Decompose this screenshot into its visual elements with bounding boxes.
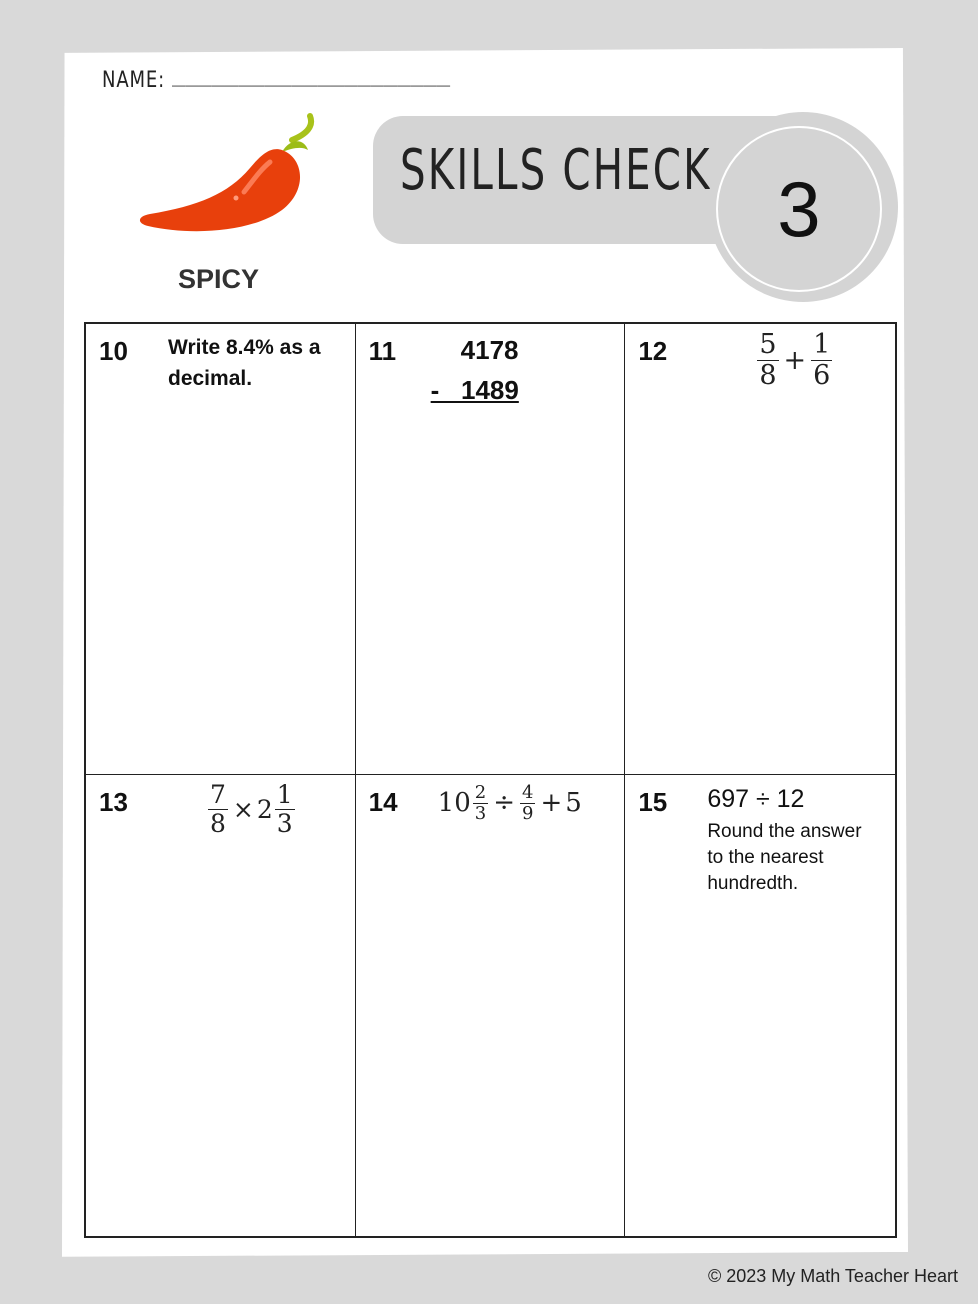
operator: ÷ [493,788,515,819]
question-cell-10[interactable] [86,324,356,775]
fraction-denominator: 6 [813,359,831,391]
fraction-numerator: 4 [522,782,534,803]
minuend: 4178 [460,335,519,365]
subtrahend: - 1489 [430,375,519,405]
math-expression [755,330,834,390]
chili-pepper-icon [132,112,322,242]
fraction-denominator: 9 [522,802,534,824]
operator: × [232,794,254,824]
question-cell-12[interactable] [625,324,895,775]
fraction-denominator: 8 [759,359,777,391]
question-cell-15[interactable] [625,775,895,1236]
fraction-numerator: 5 [759,329,777,360]
operator: + [783,344,807,376]
math-expression [438,783,582,824]
division-expression: 697 ÷ 12 [707,785,805,813]
question-number: 14 [368,787,398,817]
operator: + [540,788,563,819]
question-cell-11[interactable] [356,324,626,775]
fraction-numerator: 1 [813,329,831,360]
math-expression [206,781,297,837]
whole-number: 10 [437,788,471,819]
check-number: 3 [777,165,821,253]
fraction-denominator: 3 [474,802,487,824]
page-title: SKILLS CHECK [400,138,712,203]
question-cell-14[interactable] [356,775,626,1236]
fraction-numerator: 7 [210,780,226,809]
whole-number: 2 [256,794,273,824]
question-grid [84,322,897,1238]
fraction-denominator: 8 [210,808,226,838]
question-number: 15 [638,787,668,817]
fraction-denominator: 3 [276,808,293,838]
question-number: 13 [99,787,128,817]
fraction-numerator: 1 [276,780,293,809]
constant: 5 [565,788,582,819]
copyright-footer: © 2023 My Math Teacher Heart [707,1266,958,1286]
question-number: 11 [368,336,397,366]
name-label: NAME: [102,68,165,93]
question-text: Write 8.4% as a decimal. [168,336,321,390]
question-cell-13[interactable] [86,775,356,1236]
question-text: Round the answer to the nearest hundredth. [707,821,862,894]
fraction-numerator: 2 [474,782,487,803]
difficulty-level: SPICY [178,264,260,294]
name-line: _____________________ [172,62,451,87]
question-number: 12 [638,336,668,366]
question-number: 10 [99,336,128,366]
